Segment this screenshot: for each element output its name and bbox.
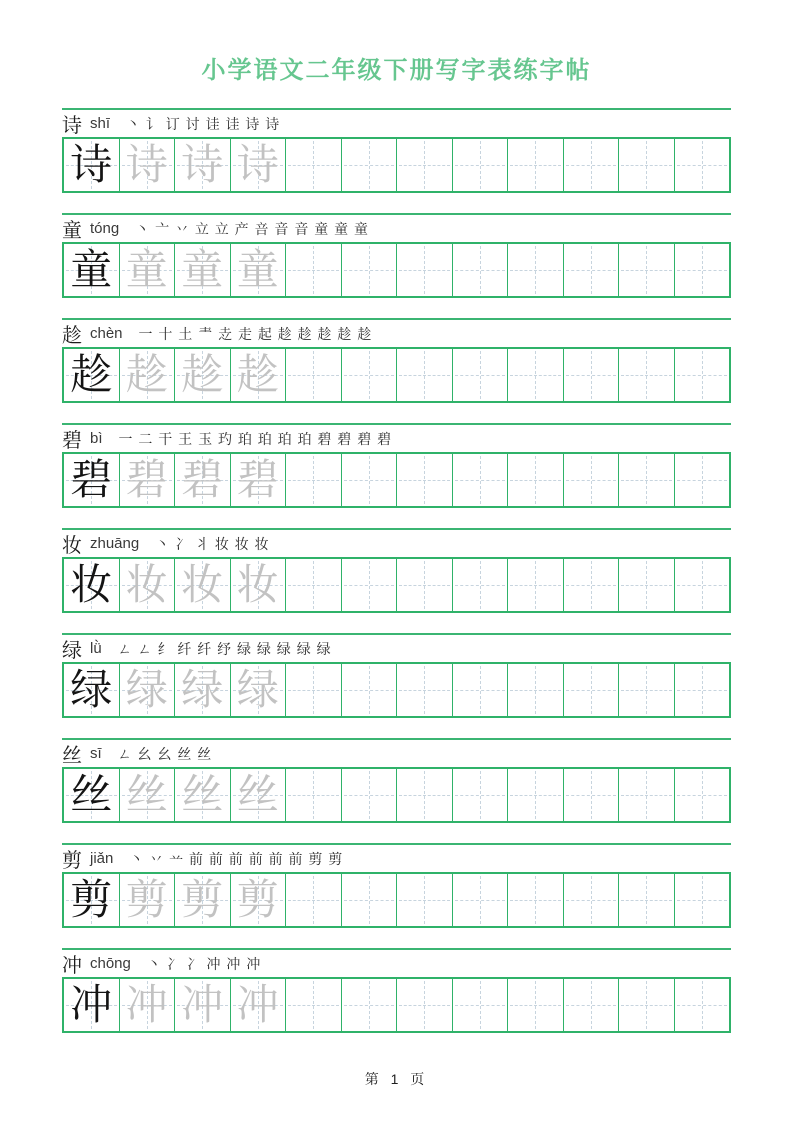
guide-line-horizontal (455, 270, 506, 271)
practice-cell (397, 349, 453, 401)
guide-line-horizontal (344, 1005, 395, 1006)
practice-section (62, 528, 731, 633)
guide-line-horizontal (455, 585, 506, 586)
section-header (62, 845, 731, 872)
practice-cell (508, 874, 564, 926)
practice-cell (675, 874, 730, 926)
guide-line-horizontal (566, 165, 617, 166)
guide-line-horizontal (399, 165, 450, 166)
practice-cell (453, 349, 509, 401)
practice-cell (342, 139, 398, 191)
practice-cell (397, 454, 453, 506)
guide-line-horizontal (288, 795, 339, 796)
practice-cell (231, 244, 287, 296)
practice-cell (64, 664, 120, 716)
guide-line-horizontal (510, 480, 561, 481)
guide-line-horizontal (288, 375, 339, 376)
guide-line-horizontal (455, 375, 506, 376)
practice-cell (508, 244, 564, 296)
practice-cell (64, 769, 120, 821)
practice-cell (675, 349, 730, 401)
guide-line-horizontal (677, 480, 728, 481)
practice-cell (175, 454, 231, 506)
guide-line-horizontal (288, 480, 339, 481)
traced-character: 丝 (125, 771, 168, 818)
practice-cell (397, 979, 453, 1031)
practice-cell (564, 979, 620, 1031)
model-character: 剪 (70, 876, 113, 923)
practice-cell (231, 769, 287, 821)
practice-cell (286, 664, 342, 716)
guide-line-horizontal (677, 585, 728, 586)
practice-cell (231, 559, 287, 611)
practice-cell (342, 664, 398, 716)
guide-line-horizontal (288, 1005, 339, 1006)
practice-cell (508, 979, 564, 1031)
practice-cell (231, 139, 287, 191)
guide-line-horizontal (344, 585, 395, 586)
guide-line-horizontal (399, 690, 450, 691)
practice-cell (453, 979, 509, 1031)
practice-grid-row (62, 137, 731, 193)
stroke-order-sequence: 一 十 土 龶 赱 走 起 趁 趁 趁 趁 趁 (138, 325, 373, 342)
traced-character: 趁 (181, 351, 224, 398)
guide-line-horizontal (399, 270, 450, 271)
model-character: 诗 (70, 141, 113, 188)
practice-cell (286, 979, 342, 1031)
guide-line-horizontal (566, 480, 617, 481)
model-character: 丝 (70, 771, 113, 818)
practice-cell (342, 349, 398, 401)
practice-cell (508, 454, 564, 506)
character-label: 妆 (62, 535, 82, 557)
practice-cell (397, 139, 453, 191)
pinyin-label: shī (90, 115, 111, 132)
practice-cell (675, 664, 730, 716)
practice-cell (508, 139, 564, 191)
practice-cell (453, 244, 509, 296)
practice-cell (286, 769, 342, 821)
practice-cell (342, 979, 398, 1031)
traced-character: 童 (236, 246, 279, 293)
guide-line-horizontal (510, 795, 561, 796)
guide-line-horizontal (621, 690, 672, 691)
guide-line-horizontal (455, 1005, 506, 1006)
practice-cell (619, 979, 675, 1031)
pinyin-label: chèn (90, 325, 123, 342)
practice-cell (175, 139, 231, 191)
guide-line-horizontal (677, 690, 728, 691)
practice-cell (120, 244, 176, 296)
practice-grid-row (62, 452, 731, 508)
practice-cell (175, 664, 231, 716)
practice-cell (564, 244, 620, 296)
practice-cell (64, 979, 120, 1031)
practice-cell (64, 874, 120, 926)
guide-line-horizontal (677, 270, 728, 271)
stroke-order-sequence: 丶 丷 䒑 前 前 前 前 前 前 剪 剪 (129, 850, 344, 867)
stroke-order-sequence: ㄥ ㄥ 纟 纤 纤 纾 绿 绿 绿 绿 绿 (117, 640, 332, 657)
practice-cell (286, 139, 342, 191)
traced-character: 冲 (181, 981, 224, 1028)
pinyin-label: bì (90, 430, 103, 447)
stroke-order-sequence: 丶 讠 订 讨 诖 诖 诗 诗 (126, 115, 281, 132)
practice-cell (508, 559, 564, 611)
guide-line-horizontal (455, 900, 506, 901)
guide-line-horizontal (510, 900, 561, 901)
worksheet-body (62, 108, 731, 1053)
guide-line-horizontal (621, 795, 672, 796)
practice-cell (64, 349, 120, 401)
practice-section (62, 423, 731, 528)
practice-cell (175, 874, 231, 926)
practice-grid-row (62, 767, 731, 823)
character-label: 剪 (62, 850, 82, 872)
practice-section (62, 633, 731, 738)
practice-grid-row (62, 662, 731, 718)
stroke-order-sequence: ㄥ 幺 幺 丝 丝 (117, 745, 213, 762)
practice-cell (564, 139, 620, 191)
practice-cell (619, 769, 675, 821)
practice-section (62, 948, 731, 1053)
guide-line-horizontal (677, 375, 728, 376)
guide-line-horizontal (510, 585, 561, 586)
traced-character: 诗 (125, 141, 168, 188)
guide-line-horizontal (344, 270, 395, 271)
practice-cell (231, 979, 287, 1031)
practice-cell (342, 454, 398, 506)
practice-cell (64, 139, 120, 191)
practice-cell (175, 349, 231, 401)
pinyin-label: lǜ (90, 640, 102, 657)
practice-cell (619, 139, 675, 191)
practice-cell (342, 769, 398, 821)
model-character: 童 (70, 246, 113, 293)
section-header (62, 215, 731, 242)
traced-character: 冲 (125, 981, 168, 1028)
practice-grid-row (62, 557, 731, 613)
practice-section (62, 108, 731, 213)
guide-line-horizontal (455, 795, 506, 796)
guide-line-horizontal (566, 795, 617, 796)
guide-line-horizontal (399, 900, 450, 901)
practice-cell (619, 349, 675, 401)
practice-cell (619, 244, 675, 296)
guide-line-horizontal (510, 1005, 561, 1006)
practice-cell (564, 664, 620, 716)
practice-cell (286, 349, 342, 401)
stroke-order-sequence: 丶 冫 丬 妆 妆 妆 (155, 535, 270, 552)
section-header (62, 320, 731, 347)
practice-cell (286, 874, 342, 926)
guide-line-horizontal (621, 900, 672, 901)
guide-line-horizontal (455, 165, 506, 166)
practice-cell (619, 664, 675, 716)
pinyin-label: sī (90, 745, 102, 762)
practice-cell (120, 559, 176, 611)
page-title: 小学语文二年级下册写字表练字帖 (201, 57, 592, 84)
guide-line-horizontal (399, 1005, 450, 1006)
model-character: 妆 (70, 561, 113, 608)
guide-line-horizontal (510, 165, 561, 166)
practice-cell (619, 559, 675, 611)
practice-cell (453, 664, 509, 716)
model-character: 碧 (70, 456, 113, 503)
character-label: 童 (62, 220, 82, 242)
traced-character: 绿 (125, 666, 168, 713)
practice-cell (675, 244, 730, 296)
practice-cell (675, 559, 730, 611)
guide-line-horizontal (344, 165, 395, 166)
traced-character: 妆 (236, 561, 279, 608)
practice-cell (120, 979, 176, 1031)
guide-line-horizontal (677, 165, 728, 166)
practice-grid-row (62, 872, 731, 928)
practice-cell (120, 769, 176, 821)
guide-line-horizontal (399, 585, 450, 586)
section-header (62, 950, 731, 977)
practice-cell (231, 664, 287, 716)
practice-section (62, 738, 731, 843)
practice-section (62, 843, 731, 948)
traced-character: 碧 (181, 456, 224, 503)
practice-cell (619, 874, 675, 926)
practice-cell (175, 979, 231, 1031)
practice-section (62, 213, 731, 318)
stroke-order-sequence: 丶 冫 冫 冲 冲 冲 (146, 955, 262, 972)
stroke-order-sequence: 丶 亠 丷 立 立 产 咅 音 音 童 童 童 (135, 220, 369, 237)
section-header (62, 110, 731, 137)
guide-line-horizontal (399, 375, 450, 376)
guide-line-horizontal (621, 585, 672, 586)
practice-cell (453, 769, 509, 821)
pinyin-label: chōng (90, 955, 131, 972)
practice-cell (175, 244, 231, 296)
practice-grid-row (62, 977, 731, 1033)
practice-cell (675, 979, 730, 1031)
practice-cell (342, 874, 398, 926)
traced-character: 趁 (236, 351, 279, 398)
practice-cell (619, 454, 675, 506)
stroke-order-sequence: 一 二 干 王 玉 玓 珀 珀 珀 珀 碧 碧 碧 碧 (118, 430, 393, 447)
guide-line-horizontal (344, 375, 395, 376)
practice-cell (453, 559, 509, 611)
practice-cell (675, 139, 730, 191)
character-label: 碧 (62, 430, 82, 452)
section-header (62, 530, 731, 557)
practice-cell (231, 874, 287, 926)
guide-line-horizontal (288, 585, 339, 586)
practice-cell (508, 349, 564, 401)
section-header (62, 740, 731, 767)
practice-cell (564, 454, 620, 506)
guide-line-horizontal (621, 165, 672, 166)
guide-line-horizontal (510, 375, 561, 376)
guide-line-horizontal (566, 1005, 617, 1006)
guide-line-horizontal (510, 690, 561, 691)
traced-character: 冲 (236, 981, 279, 1028)
character-label: 冲 (62, 955, 82, 977)
practice-cell (64, 559, 120, 611)
practice-cell (231, 454, 287, 506)
practice-cell (175, 769, 231, 821)
practice-grid-row (62, 347, 731, 403)
page-number: 第 1 页 (364, 1071, 429, 1087)
guide-line-horizontal (288, 270, 339, 271)
guide-line-horizontal (566, 375, 617, 376)
guide-line-horizontal (621, 270, 672, 271)
traced-character: 绿 (181, 666, 224, 713)
guide-line-horizontal (566, 900, 617, 901)
guide-line-horizontal (510, 270, 561, 271)
practice-cell (120, 874, 176, 926)
practice-cell (342, 559, 398, 611)
model-character: 冲 (70, 981, 113, 1028)
practice-cell (675, 454, 730, 506)
traced-character: 妆 (181, 561, 224, 608)
practice-cell (564, 559, 620, 611)
guide-line-horizontal (566, 690, 617, 691)
practice-grid-row (62, 242, 731, 298)
practice-cell (286, 244, 342, 296)
traced-character: 碧 (125, 456, 168, 503)
guide-line-horizontal (621, 480, 672, 481)
traced-character: 童 (181, 246, 224, 293)
character-label: 诗 (62, 115, 82, 137)
guide-line-horizontal (455, 480, 506, 481)
practice-cell (508, 664, 564, 716)
traced-character: 碧 (236, 456, 279, 503)
practice-cell (397, 559, 453, 611)
practice-cell (564, 874, 620, 926)
traced-character: 童 (125, 246, 168, 293)
guide-line-horizontal (621, 375, 672, 376)
guide-line-horizontal (344, 690, 395, 691)
traced-character: 剪 (181, 876, 224, 923)
section-header (62, 425, 731, 452)
practice-cell (397, 769, 453, 821)
traced-character: 剪 (236, 876, 279, 923)
practice-cell (397, 874, 453, 926)
guide-line-horizontal (344, 480, 395, 481)
model-character: 绿 (70, 666, 113, 713)
character-label: 趁 (62, 325, 82, 347)
practice-cell (397, 664, 453, 716)
practice-cell (231, 349, 287, 401)
practice-cell (120, 139, 176, 191)
practice-cell (64, 454, 120, 506)
pinyin-label: zhuāng (90, 535, 140, 552)
guide-line-horizontal (288, 690, 339, 691)
practice-cell (120, 664, 176, 716)
practice-cell (564, 769, 620, 821)
practice-cell (342, 244, 398, 296)
pinyin-label: tóng (90, 220, 120, 237)
guide-line-horizontal (677, 900, 728, 901)
model-character: 趁 (70, 351, 113, 398)
practice-cell (286, 454, 342, 506)
practice-cell (120, 454, 176, 506)
practice-cell (453, 874, 509, 926)
pinyin-label: jiǎn (90, 850, 114, 867)
practice-section (62, 318, 731, 423)
practice-cell (508, 769, 564, 821)
practice-cell (453, 139, 509, 191)
practice-cell (175, 559, 231, 611)
traced-character: 丝 (236, 771, 279, 818)
traced-character: 绿 (236, 666, 279, 713)
practice-cell (675, 769, 730, 821)
guide-line-horizontal (288, 165, 339, 166)
guide-line-horizontal (399, 480, 450, 481)
traced-character: 剪 (125, 876, 168, 923)
traced-character: 妆 (125, 561, 168, 608)
practice-cell (564, 349, 620, 401)
traced-character: 丝 (181, 771, 224, 818)
guide-line-horizontal (621, 1005, 672, 1006)
traced-character: 趁 (125, 351, 168, 398)
guide-line-horizontal (566, 585, 617, 586)
traced-character: 诗 (181, 141, 224, 188)
guide-line-horizontal (288, 900, 339, 901)
traced-character: 诗 (236, 141, 279, 188)
guide-line-horizontal (344, 900, 395, 901)
practice-cell (453, 454, 509, 506)
practice-cell (397, 244, 453, 296)
guide-line-horizontal (677, 795, 728, 796)
practice-cell (286, 559, 342, 611)
guide-line-horizontal (399, 795, 450, 796)
guide-line-horizontal (344, 795, 395, 796)
guide-line-horizontal (677, 1005, 728, 1006)
guide-line-horizontal (566, 270, 617, 271)
character-label: 绿 (62, 640, 82, 662)
practice-cell (64, 244, 120, 296)
guide-line-horizontal (455, 690, 506, 691)
character-label: 丝 (62, 745, 82, 767)
practice-cell (120, 349, 176, 401)
section-header (62, 635, 731, 662)
